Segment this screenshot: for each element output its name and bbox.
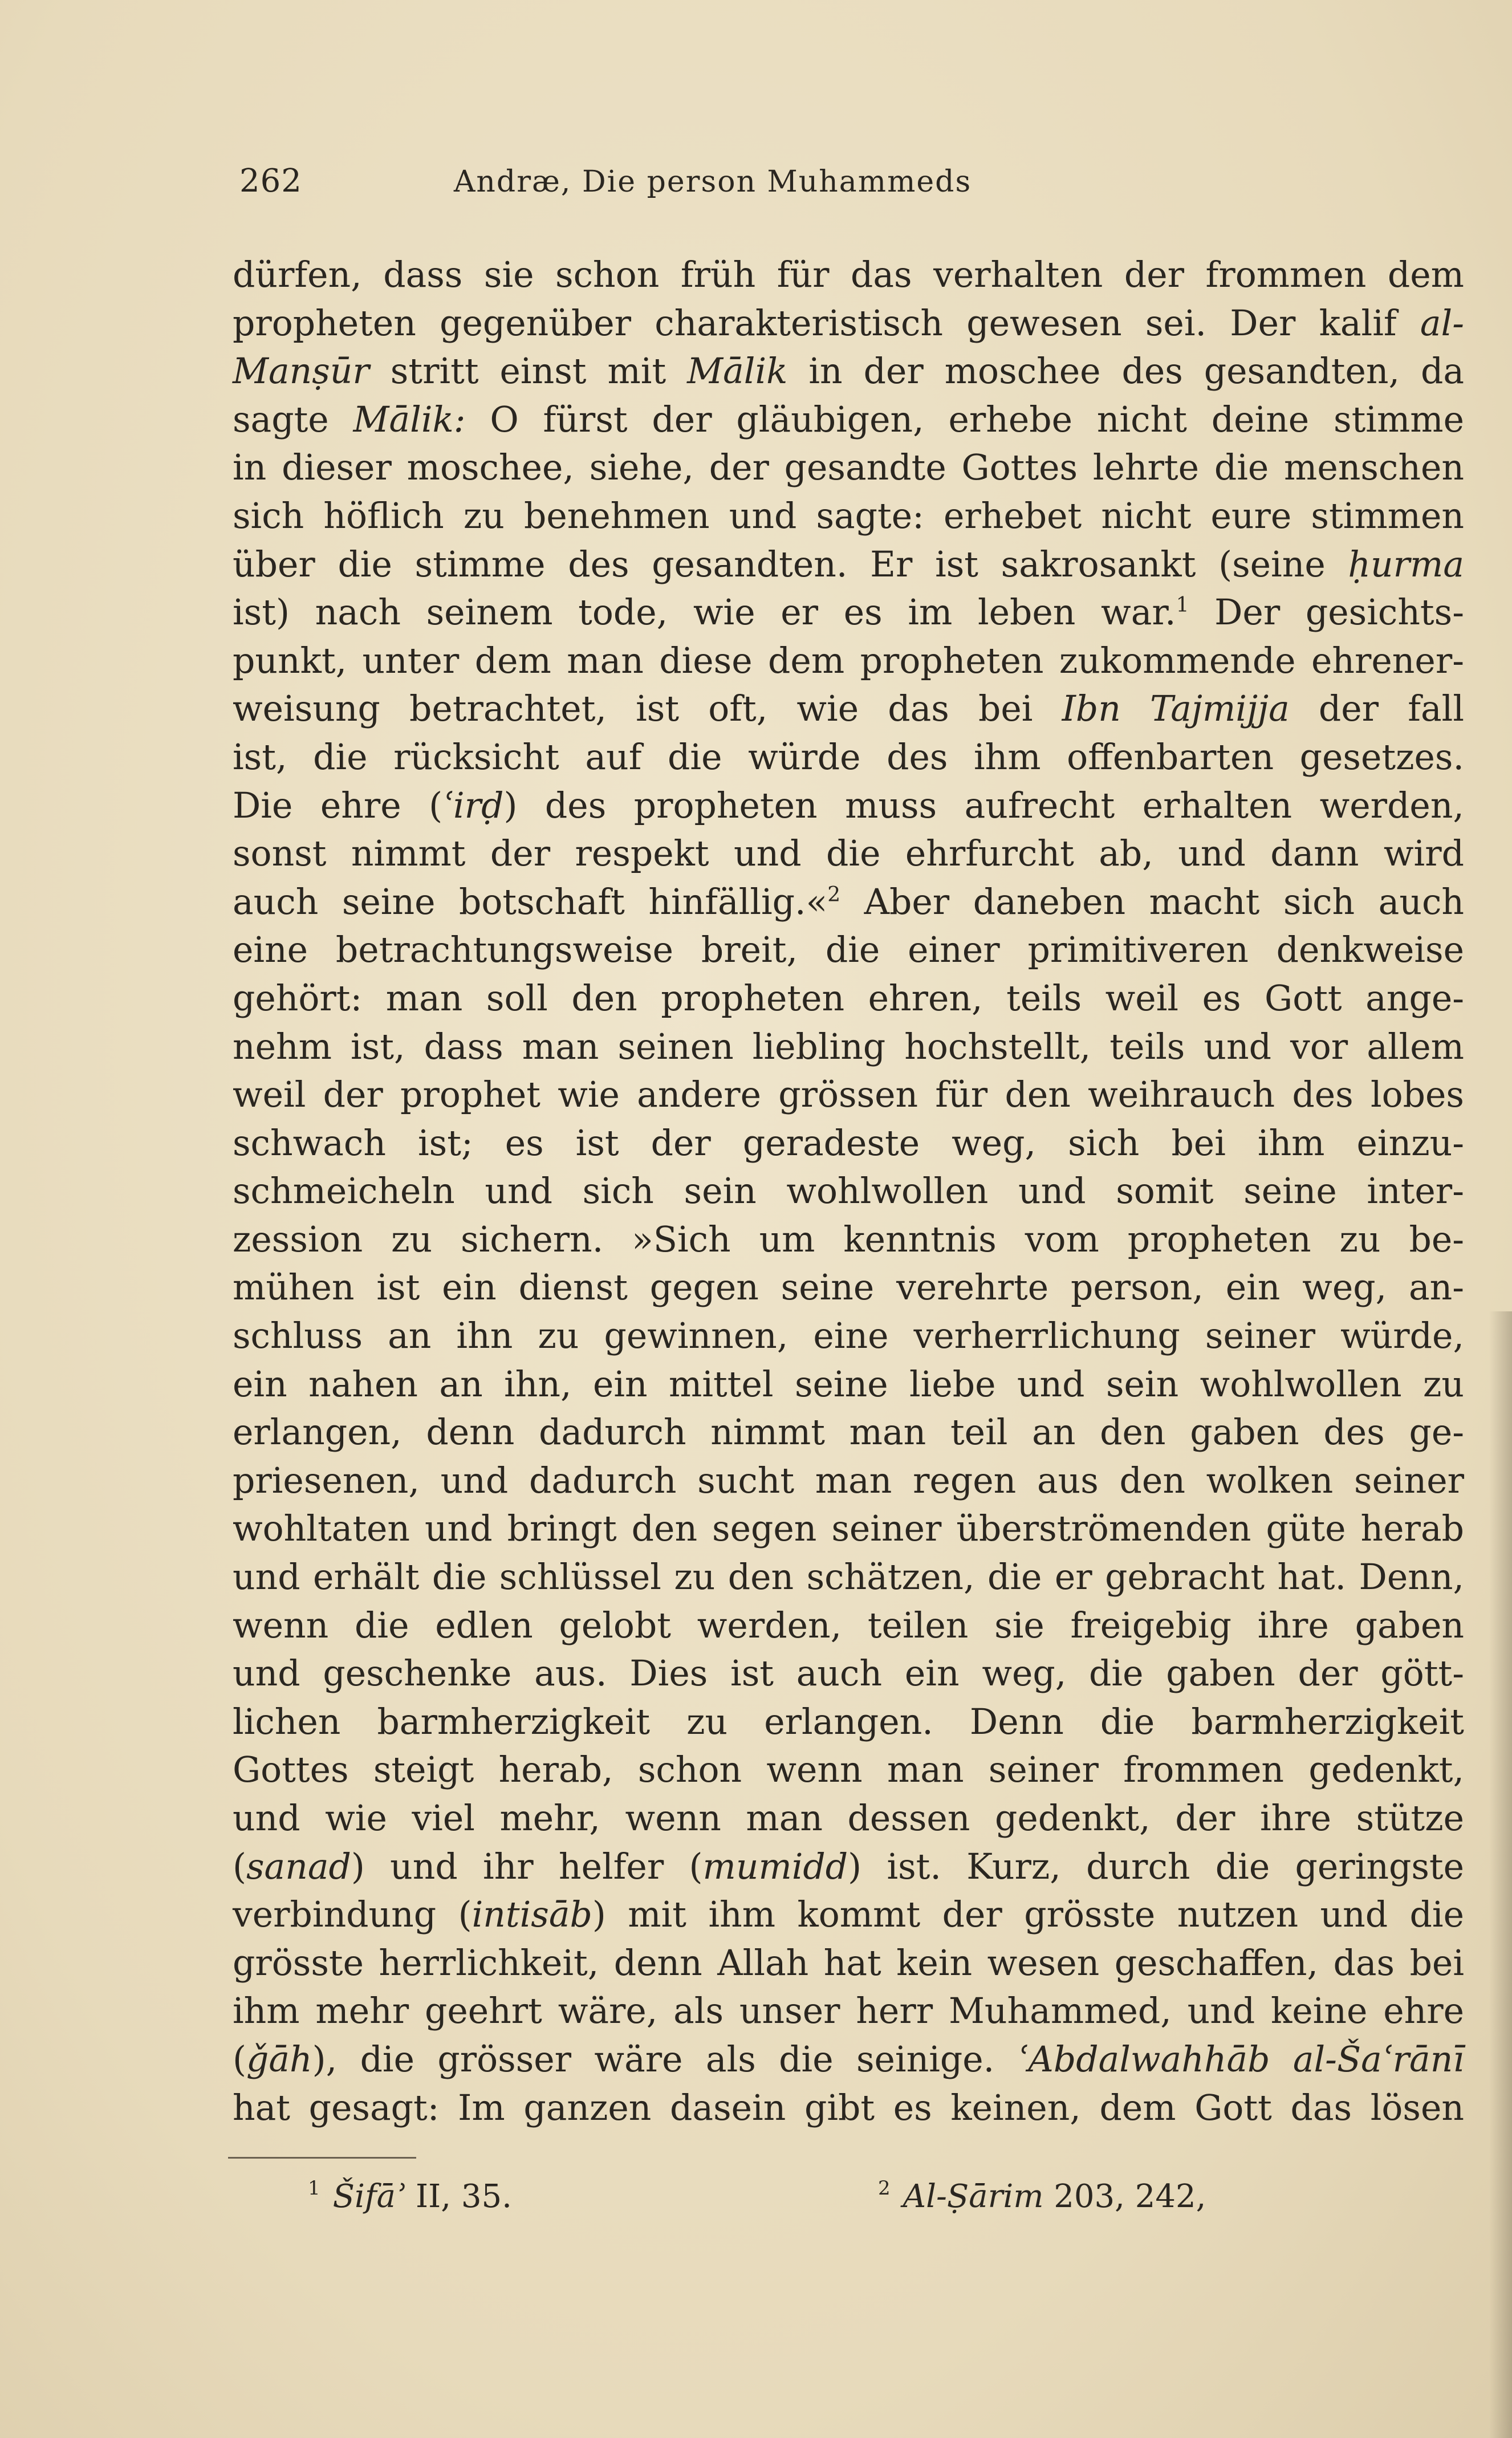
text-run: schwach ist; es ist der geradeste weg, sich bei ihm einzu-: [233, 1122, 1464, 1164]
text-line: [233, 2035, 1464, 2084]
text-run: weisung betrachtet, ist oft, wie das bei: [233, 688, 1062, 730]
text-line: [233, 1843, 1464, 1891]
text-line: [233, 1167, 1464, 1216]
text-run: ist) nach seinem tode, wie er es im leben war.: [233, 592, 1176, 633]
text-run: propheten gegenüber charakteristisch gewesen sei. Der kalif: [233, 302, 1420, 344]
text-line: [233, 1746, 1464, 1794]
text-run: ) und ihr helfer (: [351, 1846, 703, 1887]
text-line: [233, 1360, 1464, 1409]
text-run: sagte: [233, 399, 353, 440]
text-line: [233, 830, 1464, 878]
text-run: nehm ist, dass man seinen liebling hochstellt, teils und vor allem: [233, 1026, 1464, 1067]
text-line: [233, 1023, 1464, 1071]
text-run: ) des propheten muss aufrecht erhalten werden,: [503, 785, 1464, 826]
page-number: 262: [239, 162, 302, 200]
running-title: Andræ, Die person Muhammeds: [453, 165, 972, 199]
text-line: [233, 1649, 1464, 1698]
text-line: [233, 1408, 1464, 1457]
text-line: [233, 926, 1464, 974]
text-run: (: [233, 2038, 246, 2080]
text-run: eine betrachtungsweise breit, die einer primitiveren denkweise: [233, 929, 1464, 971]
body-text: [233, 251, 1464, 2132]
text-line: [233, 1119, 1464, 1168]
text-run: Gottes steigt herab, schon wenn man seiner frommen gedenkt,: [233, 1749, 1464, 1791]
text-line: [233, 541, 1464, 589]
text-run: ) ist. Kurz, durch die geringste: [848, 1846, 1464, 1887]
text-run: (: [233, 1846, 246, 1887]
footnote-ref: 203, 242,: [1043, 2178, 1206, 2215]
text-line: [233, 733, 1464, 782]
text-run: erlangen, denn dadurch nimmt man teil an den gaben des ge-: [233, 1412, 1464, 1453]
italic-term: Mālik:: [353, 399, 466, 440]
text-run: auch seine botschaft hinfällig.«: [233, 881, 828, 923]
footnote-divider: [228, 2157, 416, 2159]
italic-term: ḥurma: [1348, 543, 1464, 585]
text-run: ihm mehr geehrt wäre, als unser herr Muhammed, und keine ehre: [233, 1990, 1464, 2032]
italic-term: intisāb: [472, 1894, 592, 1936]
text-line: [233, 1891, 1464, 1939]
text-line: [233, 1553, 1464, 1602]
text-run: lichen barmherzigkeit zu erlangen. Denn die barmherzigkeit: [233, 1701, 1464, 1742]
text-run: weil der prophet wie andere grössen für den weihrauch des lobes: [233, 1074, 1464, 1116]
text-line: [233, 974, 1464, 1023]
text-line: [233, 1263, 1464, 1312]
text-run: und wie viel mehr, wenn man dessen gedenkt, der ihre stütze: [233, 1798, 1464, 1839]
text-run: ist, die rücksicht auf die würde des ihm offenbarten gesetzes.: [233, 736, 1464, 778]
text-run: mühen ist ein dienst gegen seine verehrte person, ein weg, an-: [233, 1267, 1464, 1309]
text-line: [233, 1698, 1464, 1746]
italic-term: sanad: [246, 1846, 351, 1887]
text-line: [233, 1987, 1464, 2035]
text-line: [233, 444, 1464, 492]
italic-term: al-: [1420, 302, 1464, 344]
italic-term: ʿirḍ: [442, 785, 504, 826]
text-run: über die stimme des gesandten. Er ist sakrosankt (seine: [233, 543, 1348, 585]
text-run: ) mit ihm kommt der grösste nutzen und die: [592, 1894, 1464, 1936]
text-run: wohltaten und bringt den segen seiner überströmenden güte herab: [233, 1508, 1464, 1550]
italic-term: Ibn Tajmijja: [1062, 688, 1290, 730]
text-run: und geschenke aus. Dies ist auch ein weg, die gaben der gött-: [233, 1653, 1464, 1695]
footnote-ref: II, 35.: [405, 2178, 512, 2215]
text-run: in der moschee des gesandten, da: [787, 351, 1464, 392]
text-line: [233, 2084, 1464, 2132]
text-run: sich höflich zu benehmen und sagte: erhebet nicht eure stimmen: [233, 495, 1464, 537]
text-line: [233, 685, 1464, 733]
italic-term: ʿAbdalwahhāb al-Šaʿrānī: [1017, 2038, 1464, 2080]
text-run: Die ehre (: [233, 785, 443, 826]
text-line: [233, 299, 1464, 348]
text-run: Aber daneben macht sich auch: [840, 881, 1465, 923]
text-run: dürfen, dass sie schon früh für das verhalten der frommen dem: [233, 254, 1464, 295]
text-run: schmeicheln und sich sein wohlwollen und somit seine inter-: [233, 1171, 1464, 1212]
text-line: [233, 1216, 1464, 1264]
text-run: der fall: [1289, 688, 1464, 730]
text-run: hat gesagt: Im ganzen dasein gibt es keinen, dem Gott das lösen: [233, 2087, 1464, 2128]
text-line: [233, 1602, 1464, 1650]
italic-term: mumidd: [702, 1846, 848, 1887]
text-line: [233, 637, 1464, 685]
footnote-source: Al-Ṣārim: [903, 2178, 1044, 2215]
text-line: [233, 878, 1464, 927]
text-run: O fürst der gläubigen, erhebe nicht deine stimme: [465, 399, 1464, 440]
italic-term: ǧāh: [246, 2038, 312, 2080]
text-line: [233, 251, 1464, 299]
text-line: [233, 782, 1464, 830]
footnote-1: [308, 2178, 512, 2215]
text-run: ), die grösser wäre als die seinige.: [312, 2038, 1018, 2080]
text-line: [233, 1457, 1464, 1505]
footnote-source: Šifāʾ: [332, 2178, 406, 2215]
text-run: gehört: man soll den propheten ehren, teils weil es Gott ange-: [233, 977, 1464, 1019]
text-line: [233, 1071, 1464, 1119]
text-line: [233, 588, 1464, 637]
text-line: [233, 1312, 1464, 1360]
footnote-reference: 2: [827, 883, 841, 907]
footnote-reference: 1: [1176, 594, 1189, 617]
text-run: priesenen, und dadurch sucht man regen aus den wolken seiner: [233, 1460, 1464, 1501]
text-run: zession zu sichern. »Sich um kenntnis vom propheten zu be-: [233, 1218, 1464, 1260]
text-run: grösste herrlichkeit, denn Allah hat kein wesen geschaffen, das bei: [233, 1942, 1464, 1984]
italic-term: Mālik: [687, 351, 788, 392]
text-run: verbindung (: [233, 1894, 472, 1936]
page-edge-shadow: [1489, 1311, 1512, 2438]
page-header: [239, 162, 1186, 208]
text-run: Der gesichts-: [1189, 592, 1464, 633]
text-line: [233, 1505, 1464, 1553]
text-run: wenn die edlen gelobt werden, teilen sie freigebig ihre gaben: [233, 1604, 1464, 1646]
text-run: schluss an ihn zu gewinnen, eine verherrlichung seiner würde,: [233, 1315, 1464, 1357]
text-line: [233, 1794, 1464, 1843]
text-run: stritt einst mit: [369, 351, 688, 392]
text-run: ein nahen an ihn, ein mittel seine liebe und sein wohlwollen zu: [233, 1363, 1464, 1405]
footnote-2: [878, 2178, 1206, 2215]
footnote-mark: 2: [878, 2177, 891, 2200]
text-line: [233, 347, 1464, 396]
text-line: [233, 396, 1464, 444]
text-line: [233, 492, 1464, 541]
text-run: punkt, unter dem man diese dem propheten zukommende ehrener-: [233, 640, 1464, 681]
footnotes: [308, 2178, 1334, 2229]
italic-term: Manṣūr: [233, 351, 369, 392]
text-run: in dieser moschee, siehe, der gesandte Gottes lehrte die menschen: [233, 447, 1464, 489]
text-run: und erhält die schlüssel zu den schätzen, die er gebracht hat. Denn,: [233, 1557, 1464, 1598]
text-run: sonst nimmt der respekt und die ehrfurcht ab, und dann wird: [233, 833, 1464, 875]
footnote-mark: 1: [308, 2177, 320, 2200]
text-line: [233, 1939, 1464, 1988]
